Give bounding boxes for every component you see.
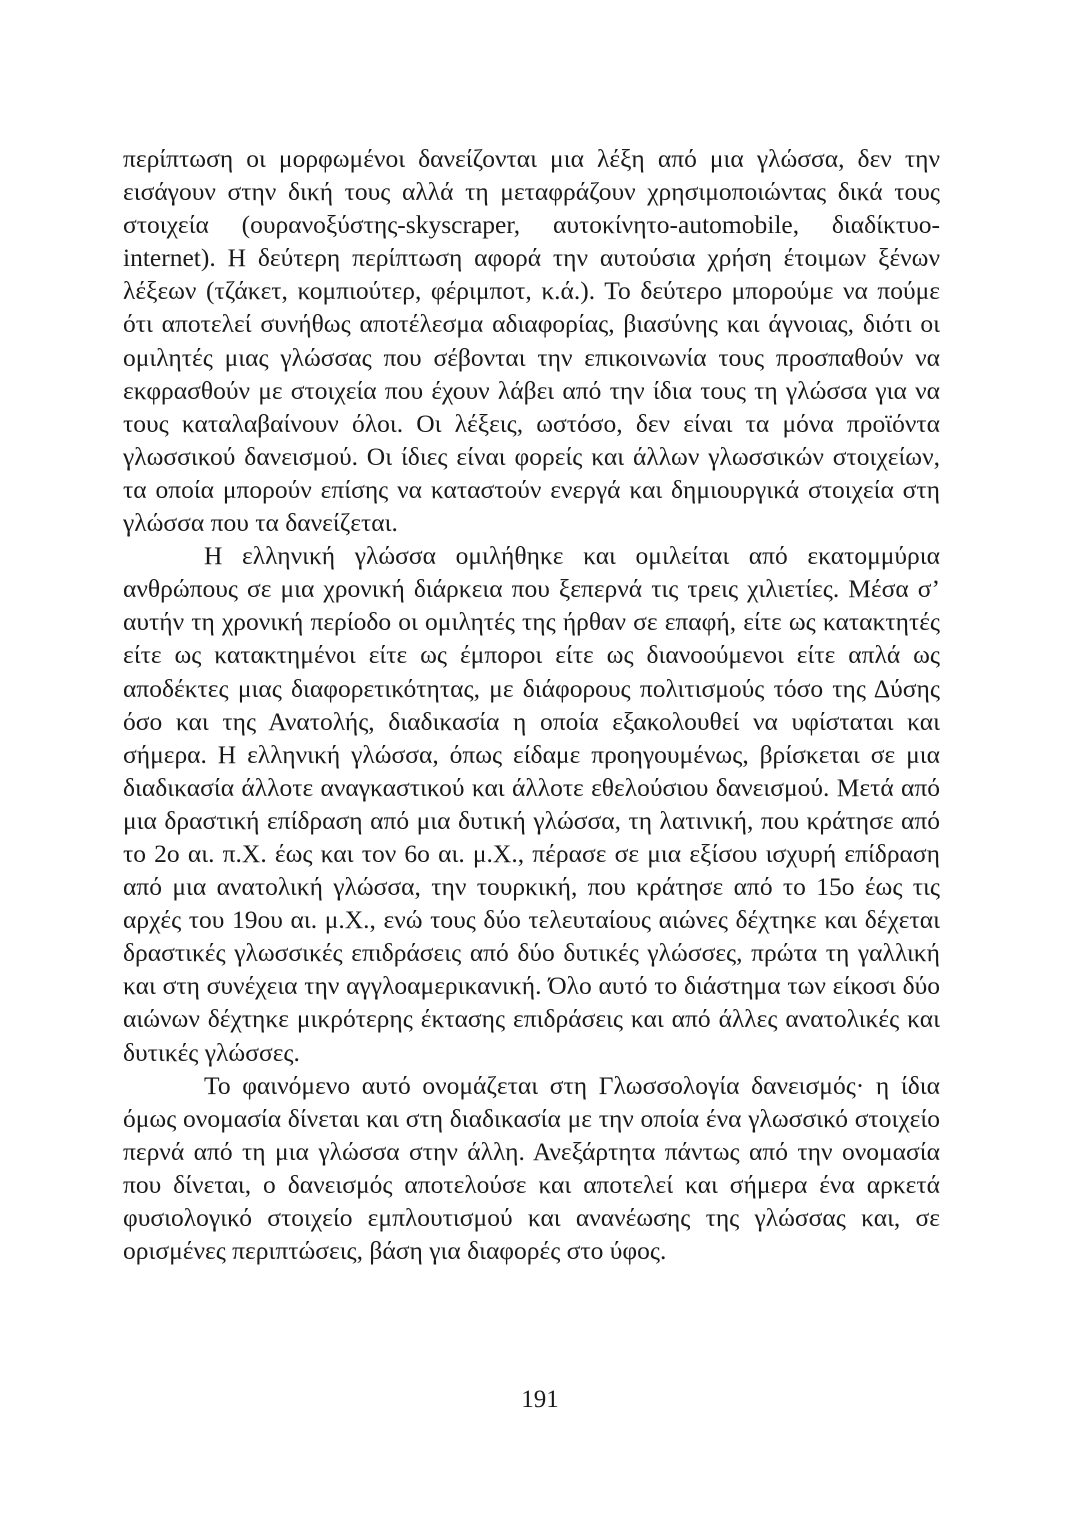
page-number: 191 <box>521 1386 559 1413</box>
paragraph-continuation: περίπτωση οι μορφωμένοι δανείζονται μια λέξη από μια γλώσσα, δεν την εισάγουν στην δική τους αλλά τη μεταφράζουν χρησιμοποιώντας δικά τους στοιχεία (ουρανοξύστης-skyscraper, αυτοκίνητο-automobile, διαδίκτυο-internet). Η δεύτερη περίπτωση αφορά την αυτούσια χρήση έτοιμων ξένων λέξεων (τζάκετ, κομπιούτερ, φέριμποτ, κ.ά.). Το δεύτερο μπορούμε να πούμε ότι αποτελεί συνήθως αποτέλεσμα αδιαφορίας, βιασύνης και άγνοιας, διότι οι ομιλητές μιας γλώσσας που σέβονται την επικοινωνία τους προσπαθούν να εκφρασθούν με στοιχεία που έχουν λάβει από την ίδια τους τη γλώσσα για να τους καταλαβαίνουν όλοι. Οι λέξεις, ωστόσο, δεν είναι τα μόνα προϊόντα γλωσσικού δανεισμού. Οι ίδιες είναι φορείς και άλλων γλωσσικών στοιχείων, τα οποία μπορούν επίσης να καταστούν ενεργά και δημιουργικά στοιχεία στη γλώσσα που τα δανείζεται. <box>123 144 940 538</box>
paragraph-greek-language-history: Η ελληνική γλώσσα ομιλήθηκε και ομιλείται από εκατομμύρια ανθρώπους σε μια χρονική διάρκεια που ξεπερνά τις τρεις χιλιετίες. Μέσα σ’ αυτήν τη χρονική περίοδο οι ομιλητές της ήρθαν σε επαφή, είτε ως κατακτητές είτε ως κατακτημένοι είτε ως έμποροι είτε ως διανοούμενοι είτε απλά ως αποδέκτες μιας διαφορετικότητας, με διάφορους πολιτισμούς τόσο της Δύσης όσο και της Ανατολής, διαδικασία η οποία εξακολουθεί να υφίσταται και σήμερα. Η ελληνική γλώσσα, όπως είδαμε προηγουμένως, βρίσκεται σε μια διαδικασία άλλοτε αναγκαστικού και άλλοτε εθελούσιου δανεισμού. Μετά από μια δραστική επίδραση από μια δυτική γλώσσα, τη λατινική, που κράτησε από το 2ο αι. π.Χ. έως και τον 6ο αι. μ.Χ., πέρασε σε μια εξίσου ισχυρή επίδραση από μια ανατολική γλώσσα, την τουρκική, που κράτησε από το 15ο έως τις αρχές του 19ου αι. μ.Χ., ενώ τους δύο τελευταίους αιώνες δέχτηκε και δέχεται δραστικές γλωσσικές επιδράσεις από δύο δυτικές γλώσσες, πρώτα τη γαλλική και στη συνέχεια την αγγλοαμερικανική. Όλο αυτό το διάστημα των είκοσι δύο αιώνων δέχτηκε μικρότερης έκτασης επιδράσεις και από άλλες ανατολικές και δυτικές γλώσσες. <box>123 541 940 1067</box>
paragraph-borrowing-phenomenon: Το φαινόμενο αυτό ονομάζεται στη Γλωσσολογία δανεισμός· η ίδια όμως ονομασία δίνεται και στη διαδικασία με την οποία ένα γλωσσικό στοιχείο περνά από τη μια γλώσσα στην άλλη. Ανεξάρτητα πάντως από την ονομασία που δίνεται, ο δανεισμός αποτελούσε και αποτελεί και σήμερα ένα αρκετά φυσιολογικό στοιχείο εμπλουτισμού και ανανέωσης της γλώσσας και, σε ορισμένες περιπτώσεις, βάση για διαφορές στο ύφος. <box>123 1070 940 1266</box>
page-body <box>123 142 940 1267</box>
